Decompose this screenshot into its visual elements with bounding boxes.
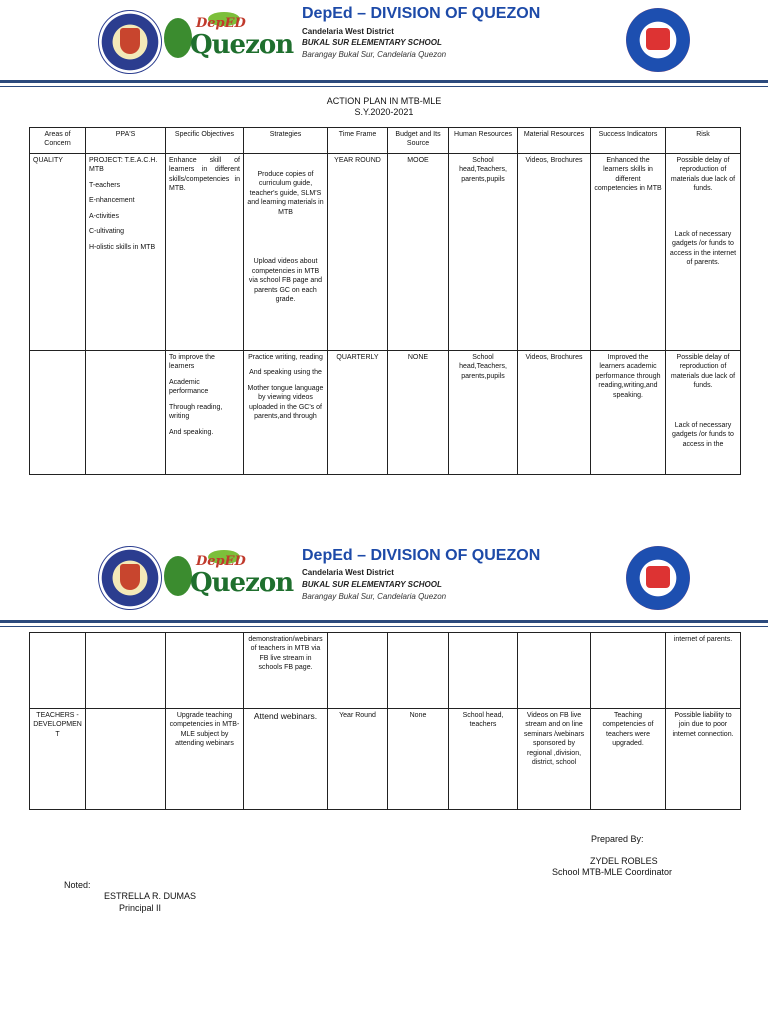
col-header: Specific Objectives xyxy=(166,128,244,154)
budget-cell xyxy=(388,633,449,709)
header-title: DepEd – DIVISION OF QUEZON xyxy=(302,547,541,564)
strategies-cell: Practice writing, reading And speaking using the Mother tongue language by viewing videos uploaded in the GC's of parents,and through xyxy=(244,351,328,475)
material-resources-cell: Videos, Brochures xyxy=(518,154,591,351)
table-row xyxy=(30,709,741,810)
col-header: Material Resources xyxy=(518,128,591,154)
prepared-by-name: ZYDEL ROBLES xyxy=(590,856,658,866)
table-header-row xyxy=(30,128,741,154)
objective-cell: Upgrade teaching competencies in MTB-MLE subject by attending webinars xyxy=(166,709,244,810)
human-resources-cell: School head, teachers xyxy=(449,709,518,810)
area-cell: TEACHERS - DEVELOPMENT xyxy=(30,709,86,810)
risk-cell: Possible liability to join due to poor internet connection. xyxy=(666,709,741,810)
header-rule xyxy=(0,80,768,83)
table-row xyxy=(30,351,741,475)
doc-title: ACTION PLAN IN MTB-MLE xyxy=(326,96,442,106)
deped-seal-icon xyxy=(98,546,162,610)
col-header: Strategies xyxy=(244,128,328,154)
school-name: BUKAL SUR ELEMENTARY SCHOOL xyxy=(302,580,442,589)
budget-cell: MOOE xyxy=(388,154,449,351)
table-row xyxy=(30,633,741,709)
time-frame-cell xyxy=(328,633,388,709)
page-header-1 xyxy=(0,0,768,80)
noted-label: Noted: xyxy=(64,880,91,890)
area-cell xyxy=(30,351,86,475)
prepared-by-title: School MTB-MLE Coordinator xyxy=(552,867,673,877)
col-header: Risk xyxy=(666,128,741,154)
action-plan-table-1 xyxy=(29,127,741,475)
material-resources-cell: Videos on FB live stream and on line seminars /webinars sponsored by regional ,division, district, school xyxy=(518,709,591,810)
time-frame-cell: Year Round xyxy=(328,709,388,810)
col-header: Time Frame xyxy=(328,128,388,154)
page-header-2 xyxy=(0,544,768,624)
area-cell: QUALITY xyxy=(30,154,86,351)
header-title: DepEd – DIVISION OF QUEZON xyxy=(302,5,541,22)
ppa-cell xyxy=(86,709,166,810)
material-resources-cell xyxy=(518,633,591,709)
prepared-by-label: Prepared By: xyxy=(591,834,644,844)
school-address: Barangay Bukal Sur, Candelaria Quezon xyxy=(302,592,447,601)
strategies-cell: Attend webinars. xyxy=(244,709,328,810)
objective-cell: Enhance skill of learners in different skills/competencies in MTB. xyxy=(166,154,244,351)
time-frame-cell: QUARTERLY xyxy=(328,351,388,475)
human-resources-cell: School head,Teachers, parents,pupils xyxy=(449,351,518,475)
deped-seal-icon xyxy=(98,10,162,74)
deped-quezon-logo: DepED Quezon xyxy=(162,546,252,606)
school-year: S.Y.2020-2021 xyxy=(354,107,414,117)
objective-cell: To improve the learners Academic performance Through reading, writing And speaking. xyxy=(166,351,244,475)
success-indicator-cell: Teaching competencies of teachers were upgraded. xyxy=(591,709,666,810)
header-rule-thin xyxy=(0,626,768,627)
school-name: BUKAL SUR ELEMENTARY SCHOOL xyxy=(302,38,442,47)
ppa-cell xyxy=(86,633,166,709)
header-rule-thin xyxy=(0,86,768,87)
district-name: Candelaria West District xyxy=(302,568,394,577)
school-seal-icon xyxy=(626,8,690,72)
time-frame-cell: YEAR ROUND xyxy=(328,154,388,351)
ppa-cell: PROJECT: T.E.A.C.H. MTB T-eachers E-nhancement A-ctivities C-ultivating H-olistic skills in MTB xyxy=(86,154,166,351)
risk-cell: Possible delay of reproduction of materials due lack of funds. Lack of necessary gadgets /or funds to access in the xyxy=(666,351,741,475)
col-header: Budget and Its Source xyxy=(388,128,449,154)
table-row xyxy=(30,154,741,351)
col-header: Human Resources xyxy=(449,128,518,154)
deped-quezon-logo: DepED Quezon xyxy=(162,8,252,68)
risk-cell: internet of parents. xyxy=(666,633,741,709)
strategies-cell: demonstration/webinars of teachers in MTB via FB live stream in schools FB page. xyxy=(244,633,328,709)
human-resources-cell xyxy=(449,633,518,709)
human-resources-cell: School head,Teachers, parents,pupils xyxy=(449,154,518,351)
header-rule xyxy=(0,620,768,623)
action-plan-table-2 xyxy=(29,632,741,810)
success-indicator-cell: Enhanced the learners skills in different competencies in MTB xyxy=(591,154,666,351)
success-indicator-cell: Improved the learners academic performance through reading,writing,and speaking. xyxy=(591,351,666,475)
success-indicator-cell xyxy=(591,633,666,709)
budget-cell: NONE xyxy=(388,351,449,475)
noted-title: Principal II xyxy=(119,903,162,913)
strategies-cell: Produce copies of curriculum guide, teacher's guide, SLM'S and learning materials in MTB Upload videos about competencies in MTB via school FB page and parents GC on each grade. xyxy=(244,154,328,351)
ppa-cell xyxy=(86,351,166,475)
objective-cell xyxy=(166,633,244,709)
col-header: Areas of Concern xyxy=(30,128,86,154)
noted-name: ESTRELLA R. DUMAS xyxy=(104,891,197,901)
material-resources-cell: Videos, Brochures xyxy=(518,351,591,475)
school-address: Barangay Bukal Sur, Candelaria Quezon xyxy=(302,50,447,59)
district-name: Candelaria West District xyxy=(302,27,394,36)
col-header: PPA'S xyxy=(86,128,166,154)
col-header: Success Indicators xyxy=(591,128,666,154)
school-seal-icon xyxy=(626,546,690,610)
area-cell xyxy=(30,633,86,709)
budget-cell: None xyxy=(388,709,449,810)
risk-cell: Possible delay of reproduction of materials due lack of funds. Lack of necessary gadgets /or funds to access in the internet of parents. xyxy=(666,154,741,351)
